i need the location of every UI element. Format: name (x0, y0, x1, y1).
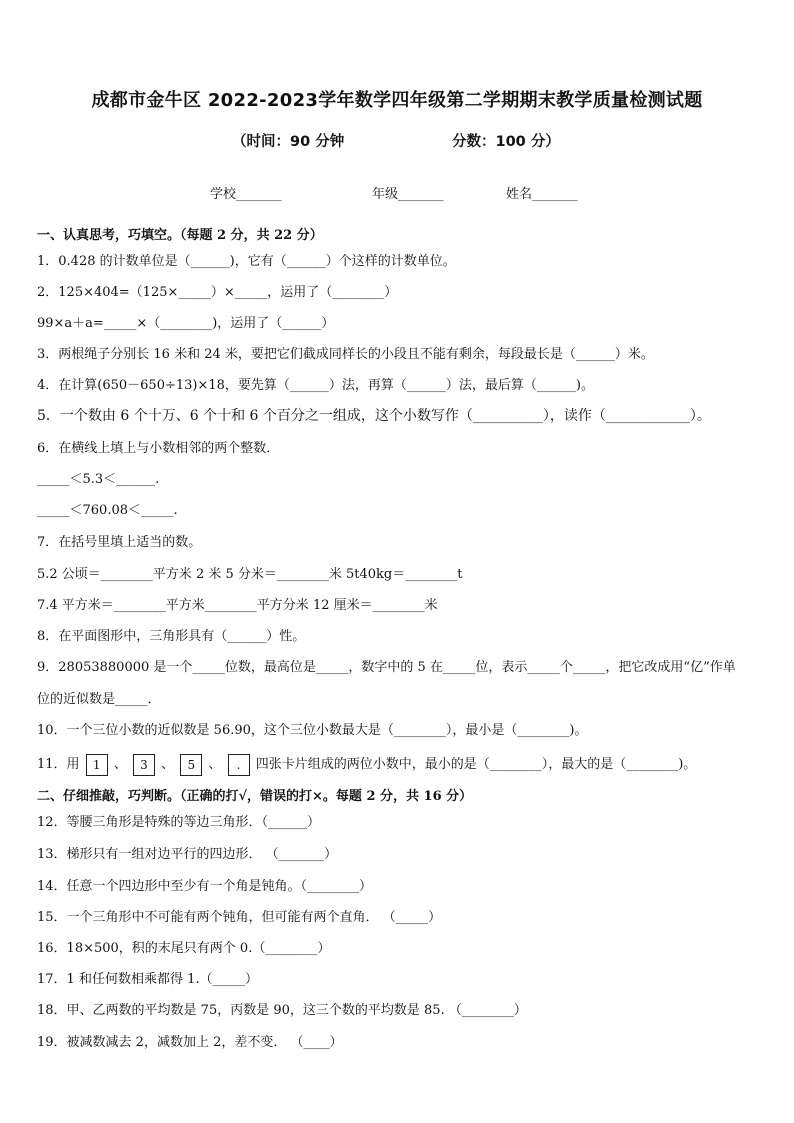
page-title: 成都市金牛区 2022-2023学年数学四年级第二学期期末教学质量检测试题 (91, 90, 703, 111)
question-11-suffix: 四张卡片组成的两位小数中，最小的是（________），最大的是（________)。 (255, 757, 697, 772)
question-11 (37, 753, 696, 776)
question-7a: 5.2 公顷＝________平方米 2 米 5 分米＝________米 5t40kg＝________t (37, 567, 463, 582)
question-12: 12．等腰三角形是特殊的等边三角形．（______） (37, 815, 321, 830)
question-10: 10．一个三位小数的近似数是 56.90，这个三位小数最大是（________），最小是（________)。 (37, 723, 588, 738)
card-separator: 、 (208, 757, 222, 772)
question-11-prefix: 11．用 (37, 757, 80, 772)
section-2-heading: 二、仔细推敲，巧判断。（正确的打√，错误的打×。每题 2 分，共 16 分） (37, 789, 473, 804)
grade-field[interactable]: 年级_______ (372, 187, 444, 202)
question-1: 1．0.428 的计数单位是（______)，它有（______）个这样的计数单位。 (37, 254, 456, 269)
question-5: 5．一个数由 6 个十万、6 个十和 6 个百分之一组成，这个小数写作（__________），读作（____________）。 (37, 408, 711, 424)
question-6a: _____＜5.3＜______. (37, 472, 160, 487)
question-6b: _____＜760.08＜_____. (37, 503, 178, 518)
exam-time: （时间：90 分钟 (232, 134, 345, 150)
question-9-line-2: 位的近似数是_____． (37, 692, 161, 707)
card-separator: 、 (113, 757, 127, 772)
question-4: 4．在计算(650－650÷13)×18，要先算（______）法，再算（______）法，最后算（______)。 (37, 378, 594, 393)
question-9-line-1: 9．28053880000 是一个_____位数，最高位是_____，数字中的 5 在_____位，表示_____个_____，把它改成用“亿”作单 (37, 660, 736, 675)
digit-card-1: 1 (86, 754, 108, 776)
question-2-line-1: 2．125×404=（125×_____）×_____，运用了（________） (37, 285, 398, 300)
question-3: 3．两根绳子分别长 16 米和 24 米，要把它们截成同样长的小段且不能有剩余，每段最长是（______）米。 (37, 347, 654, 362)
section-1-heading: 一、认真思考，巧填空。（每题 2 分，共 22 分） (37, 228, 323, 243)
question-15: 15．一个三角形中不可能有两个钝角，但可能有两个直角． （_____） (37, 910, 442, 925)
question-2-line-2: 99×a＋a=_____×（________)，运用了（______） (37, 316, 335, 331)
question-6: 6．在横线上填上与小数相邻的两个整数． (37, 441, 280, 456)
question-7b: 7.4 平方米＝________平方米________平方分米 12 厘米＝________米 (37, 598, 438, 613)
question-16: 16．18×500，积的末尾只有两个 0.（________） (37, 941, 331, 956)
name-field[interactable]: 姓名_______ (506, 187, 578, 202)
question-19: 19．被减数减去 2，减数加上 2，差不变． （____） (37, 1035, 343, 1050)
question-8: 8．在平面图形中，三角形具有（______）性。 (37, 629, 306, 644)
digit-card-3: 3 (133, 754, 155, 776)
question-13: 13．梯形只有一组对边平行的四边形． （_______） (37, 847, 338, 862)
card-separator: 、 (161, 757, 175, 772)
question-14: 14．任意一个四边形中至少有一个角是钝角。（________） (37, 879, 373, 894)
decimal-point-card: . (228, 754, 250, 776)
digit-card-5: 5 (180, 754, 202, 776)
question-7: 7．在括号里填上适当的数。 (37, 535, 202, 550)
question-18: 18．甲、乙两数的平均数是 75，丙数是 90，这三个数的平均数是 85. （________） (37, 1003, 527, 1018)
school-field[interactable]: 学校_______ (210, 187, 282, 202)
question-17: 17．1 和任何数相乘都得 1.（_____） (37, 972, 258, 987)
exam-score: 分数：100 分） (452, 134, 560, 150)
